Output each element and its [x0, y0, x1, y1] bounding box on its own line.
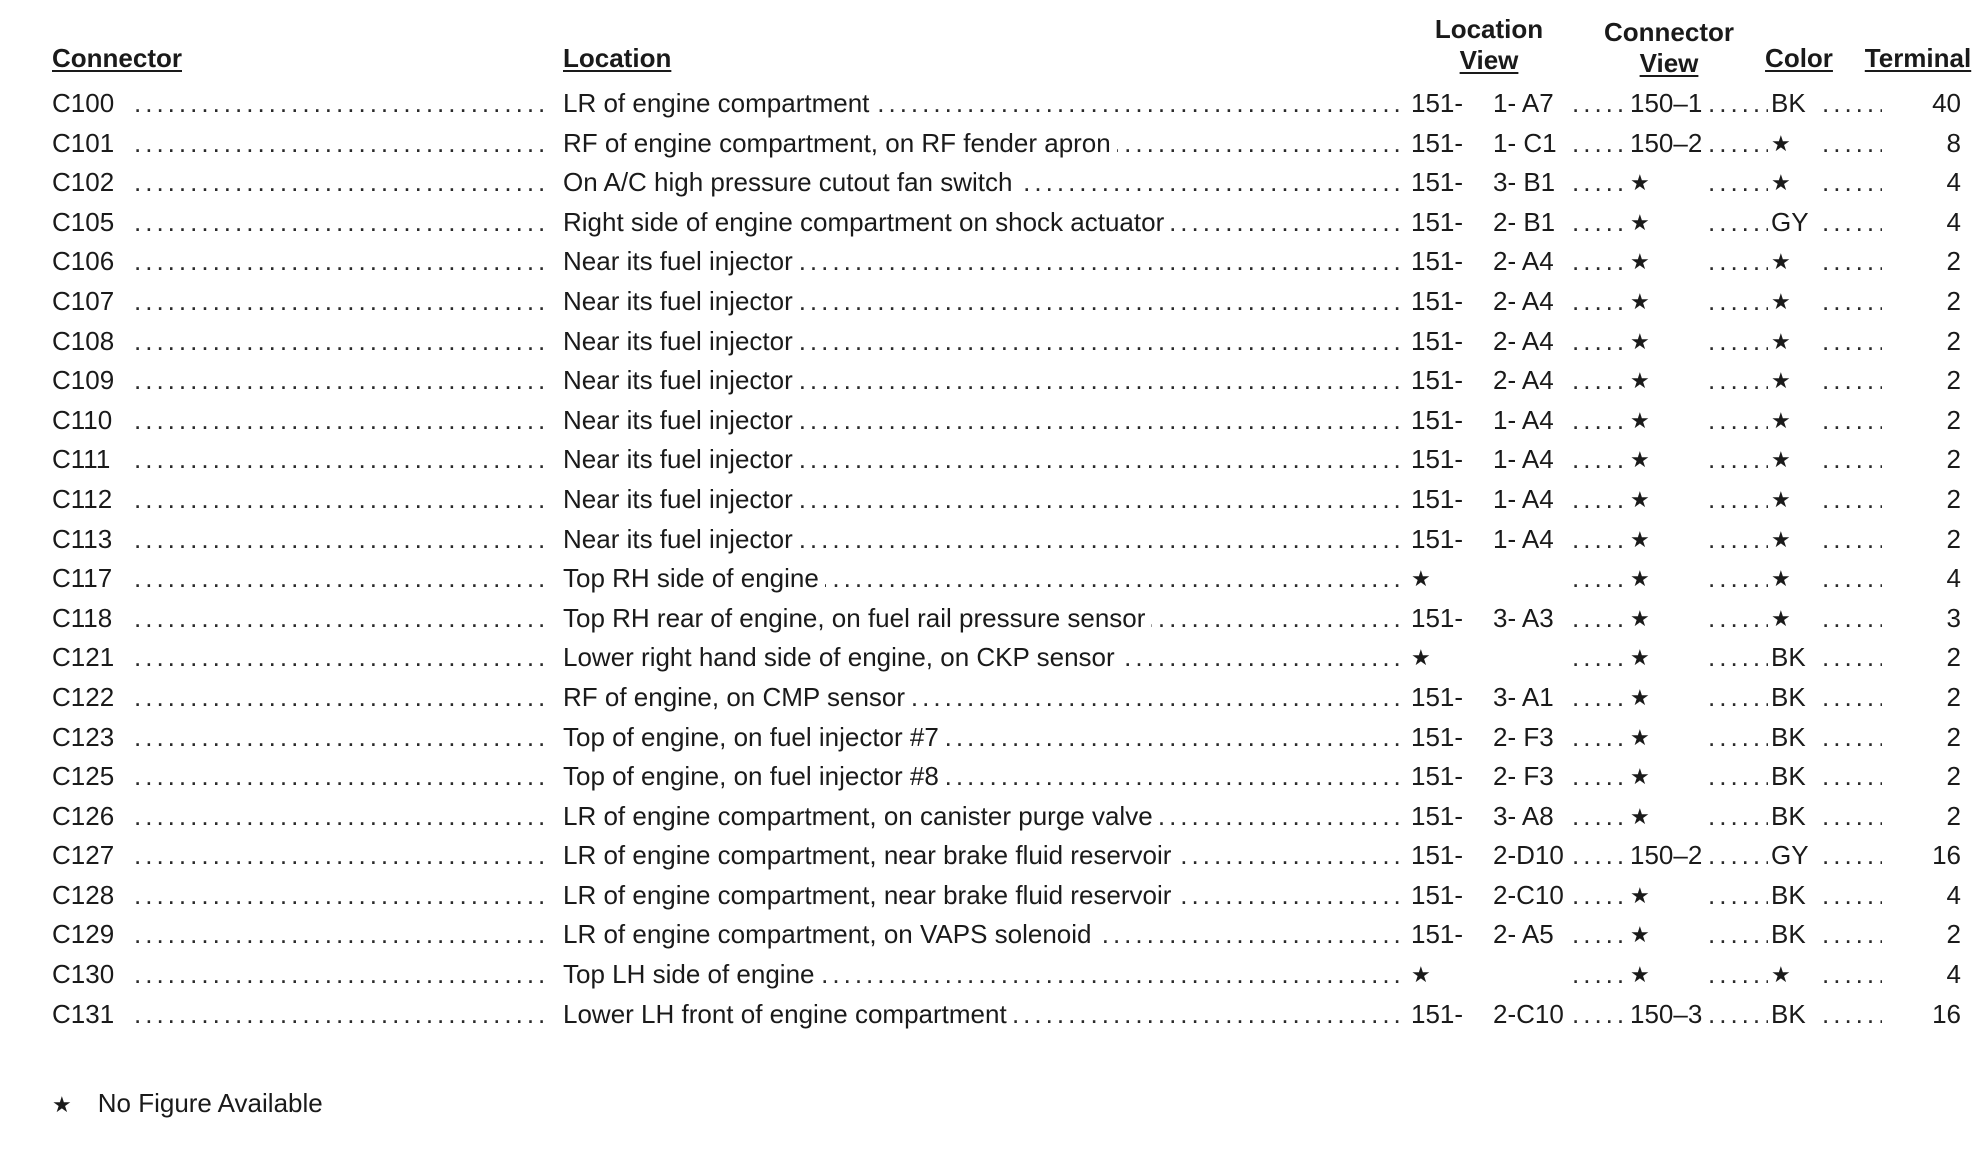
connector-id: C109 [52, 365, 115, 396]
leader-dots [1822, 955, 1882, 995]
location-view-grid: 1- A7 [1493, 88, 1554, 118]
connector-id: C126 [52, 800, 115, 831]
leader-dots [1708, 322, 1768, 362]
header-connector-view [1594, 17, 1744, 79]
leader-dots [1822, 163, 1882, 203]
header-terminal: Terminal [1864, 43, 1972, 73]
location-view-grid: 3- A8 [1493, 800, 1554, 831]
leader-dots [134, 480, 548, 520]
location-text: Top RH side of engine [563, 559, 825, 599]
leader-dots [1822, 401, 1882, 441]
leader-dots [1822, 361, 1882, 401]
wire-color: BK [1771, 919, 1806, 950]
leader-dots [1708, 995, 1768, 1035]
table-row [0, 322, 1988, 362]
leader-dots [1572, 203, 1622, 243]
wire-color: BK [1771, 721, 1806, 752]
leader-dots [1572, 361, 1622, 401]
leader-dots [1572, 163, 1622, 203]
table-row [0, 955, 1988, 995]
location-view-grid: 2- A5 [1493, 919, 1554, 950]
leader-dots [1822, 242, 1882, 282]
connector-view: ★ [1630, 288, 1650, 314]
connector-id: C110 [52, 404, 113, 435]
leader-dots [1822, 480, 1882, 520]
terminal-count: 2 [1946, 800, 1961, 831]
footnote-text: No Figure Available [97, 1088, 323, 1118]
connector-id: C128 [52, 879, 115, 910]
location-view-grid: 2- A4 [1493, 246, 1554, 277]
location-view-grid: 2- A4 [1493, 325, 1554, 356]
leader-dots [1822, 599, 1882, 639]
location-view-page: 151- [1411, 206, 1464, 237]
terminal-count: 16 [1932, 998, 1961, 1029]
table-row [0, 678, 1988, 718]
leader-dots [1572, 599, 1622, 639]
connector-view: ★ [1630, 368, 1650, 394]
leader-dots [1572, 757, 1622, 797]
terminal-count: 4 [1946, 879, 1961, 910]
leader-dots [134, 163, 548, 203]
leader-dots [1822, 520, 1882, 560]
connector-id: C131 [52, 998, 115, 1029]
location-view-page: 151- [1411, 998, 1464, 1029]
leader-dots [134, 559, 548, 599]
header-connector-view-line1: Connector [1604, 17, 1734, 47]
location-view-page: 151- [1411, 444, 1464, 475]
terminal-count: 16 [1932, 840, 1961, 871]
connector-view: ★ [1630, 962, 1650, 988]
connector-view: ★ [1630, 249, 1650, 275]
table-row [0, 124, 1988, 164]
leader-dots [1708, 638, 1768, 678]
connector-id: C108 [52, 325, 115, 356]
location-text: Near its fuel injector [563, 520, 799, 560]
location-text: RF of engine compartment, on RF fender apron [563, 124, 1117, 164]
leader-dots [1822, 797, 1882, 837]
terminal-count: 2 [1946, 523, 1961, 554]
terminal-count: 2 [1946, 404, 1961, 435]
location-view-grid: 1- A4 [1493, 444, 1554, 475]
connector-id: C113 [52, 523, 113, 554]
connector-table [0, 84, 1988, 1034]
location-text: LR of engine compartment [563, 84, 875, 124]
leader-dots [1822, 559, 1882, 599]
leader-dots [1572, 915, 1622, 955]
connector-id: C105 [52, 206, 115, 237]
location-view-page: 151- [1411, 602, 1464, 633]
connector-view: ★ [1630, 526, 1650, 552]
leader-dots [1572, 836, 1622, 876]
location-text: Top RH rear of engine, on fuel rail pressure sensor [563, 599, 1151, 639]
terminal-count: 2 [1946, 681, 1961, 712]
leader-dots [1822, 718, 1882, 758]
leader-dots [134, 440, 548, 480]
location-view-page: ★ [1411, 645, 1431, 671]
wire-color: ★ [1771, 447, 1791, 473]
location-view-grid: 2- F3 [1493, 761, 1554, 792]
leader-dots [1708, 836, 1768, 876]
location-view-page: 151- [1411, 761, 1464, 792]
table-row [0, 915, 1988, 955]
leader-dots [1822, 836, 1882, 876]
connector-view: 150–2 [1630, 840, 1703, 871]
location-view-page: 151- [1411, 919, 1464, 950]
connector-id: C125 [52, 761, 115, 792]
table-row [0, 559, 1988, 599]
leader-dots [1708, 480, 1768, 520]
table-row [0, 876, 1988, 916]
table-row [0, 480, 1988, 520]
header-location-view-line2: View [1459, 45, 1519, 75]
leader-dots [1708, 797, 1768, 837]
leader-dots [1708, 718, 1768, 758]
table-row [0, 242, 1988, 282]
terminal-count: 2 [1946, 761, 1961, 792]
location-view-page: 151- [1411, 483, 1464, 514]
wire-color: ★ [1771, 407, 1791, 433]
connector-id: C106 [52, 246, 115, 277]
table-row [0, 995, 1988, 1035]
leader-dots [1708, 520, 1768, 560]
wire-color: BK [1771, 879, 1806, 910]
leader-dots [134, 797, 548, 837]
location-text: LR of engine compartment, near brake fluid reservoir [563, 836, 1177, 876]
terminal-count: 2 [1946, 444, 1961, 475]
leader-dots [1708, 599, 1768, 639]
location-text: LR of engine compartment, on VAPS solenoid [563, 915, 1098, 955]
leader-dots [1822, 638, 1882, 678]
leader-dots [1822, 915, 1882, 955]
leader-dots [1572, 282, 1622, 322]
header-location: Location [563, 43, 672, 73]
location-view-grid: 3- A1 [1493, 681, 1554, 712]
connector-id: C118 [52, 602, 113, 633]
connector-id: C112 [52, 483, 113, 514]
leader-dots [1708, 124, 1768, 164]
table-row [0, 440, 1988, 480]
footnote [52, 1086, 323, 1122]
connector-view: ★ [1630, 684, 1650, 710]
terminal-count: 2 [1946, 325, 1961, 356]
location-view-grid: 3- A3 [1493, 602, 1554, 633]
connector-id: C100 [52, 88, 115, 118]
location-view-grid: 2-C10 [1493, 998, 1564, 1029]
connector-view: 150–2 [1630, 127, 1703, 158]
table-row [0, 836, 1988, 876]
location-view-grid: 1- A4 [1493, 404, 1554, 435]
connector-view: ★ [1630, 882, 1650, 908]
header-location-view [1418, 14, 1560, 76]
connector-id: C121 [52, 642, 115, 673]
location-view-grid: 2- F3 [1493, 721, 1554, 752]
location-view-page: ★ [1411, 566, 1431, 592]
leader-dots [1708, 361, 1768, 401]
connector-view: 150–1 [1630, 88, 1703, 118]
terminal-count: 2 [1946, 919, 1961, 950]
location-text: Near its fuel injector [563, 361, 799, 401]
leader-dots [134, 718, 548, 758]
table-row [0, 718, 1988, 758]
location-view-grid: 2-C10 [1493, 879, 1564, 910]
location-text: Near its fuel injector [563, 440, 799, 480]
connector-id: C117 [52, 563, 113, 594]
location-view-grid: 2-D10 [1493, 840, 1564, 871]
leader-dots [1572, 84, 1622, 124]
location-view-page: 151- [1411, 88, 1464, 118]
connector-id: C102 [52, 167, 115, 198]
connector-view: ★ [1630, 447, 1650, 473]
wire-color: ★ [1771, 130, 1791, 156]
location-view-page: 151- [1411, 681, 1464, 712]
leader-dots [1822, 876, 1882, 916]
table-row [0, 282, 1988, 322]
location-view-grid: 1- A4 [1493, 483, 1554, 514]
connector-id: C127 [52, 840, 115, 871]
leader-dots [134, 242, 548, 282]
leader-dots [134, 124, 548, 164]
table-row [0, 401, 1988, 441]
leader-dots [134, 876, 548, 916]
wire-color: BK [1771, 88, 1806, 118]
header-connector-view-line2: View [1639, 48, 1699, 78]
connector-id: C123 [52, 721, 115, 752]
leader-dots [134, 282, 548, 322]
table-row [0, 599, 1988, 639]
wire-color: BK [1771, 761, 1806, 792]
leader-dots [1822, 322, 1882, 362]
terminal-count: 40 [1932, 88, 1961, 118]
header-location-view-line1: Location [1434, 14, 1544, 44]
leader-dots [1572, 678, 1622, 718]
terminal-count: 3 [1946, 602, 1961, 633]
location-view-grid: 2- B1 [1493, 206, 1556, 237]
location-view-page: 151- [1411, 840, 1464, 871]
connector-view: ★ [1630, 724, 1650, 750]
location-text: Top of engine, on fuel injector #8 [563, 757, 945, 797]
leader-dots [1708, 678, 1768, 718]
terminal-count: 4 [1946, 563, 1961, 594]
location-text: Right side of engine compartment on shock actuator [563, 203, 1170, 243]
wire-color: ★ [1771, 605, 1791, 631]
connector-id: C129 [52, 919, 115, 950]
leader-dots [134, 757, 548, 797]
connector-view: ★ [1630, 803, 1650, 829]
wire-color: ★ [1771, 566, 1791, 592]
connector-view: ★ [1630, 922, 1650, 948]
header-color: Color [1765, 43, 1833, 73]
leader-dots [1572, 995, 1622, 1035]
leader-dots [1708, 203, 1768, 243]
location-view-page: ★ [1411, 962, 1431, 988]
leader-dots [1708, 163, 1768, 203]
leader-dots [134, 836, 548, 876]
location-view-page: 151- [1411, 246, 1464, 277]
location-view-grid: 1- A4 [1493, 523, 1554, 554]
location-text: Near its fuel injector [563, 282, 799, 322]
leader-dots [1708, 84, 1768, 124]
leader-dots [1822, 678, 1882, 718]
table-row [0, 163, 1988, 203]
leader-dots [1708, 876, 1768, 916]
location-view-grid: 2- A4 [1493, 365, 1554, 396]
terminal-count: 2 [1946, 246, 1961, 277]
location-view-page: 151- [1411, 404, 1464, 435]
wire-color: BK [1771, 642, 1806, 673]
leader-dots [1822, 84, 1882, 124]
terminal-count: 8 [1946, 127, 1961, 158]
leader-dots [1572, 242, 1622, 282]
leader-dots [134, 955, 548, 995]
location-text: Top LH side of engine [563, 955, 821, 995]
leader-dots [1708, 401, 1768, 441]
leader-dots [1708, 955, 1768, 995]
leader-dots [1572, 480, 1622, 520]
leader-dots [1822, 203, 1882, 243]
leader-dots [134, 520, 548, 560]
location-text: Lower LH front of engine compartment [563, 995, 1013, 1035]
location-view-grid: 3- B1 [1493, 167, 1556, 198]
table-row [0, 84, 1988, 124]
leader-dots [134, 678, 548, 718]
connector-view: ★ [1630, 407, 1650, 433]
leader-dots [1708, 559, 1768, 599]
location-view-page: 151- [1411, 325, 1464, 356]
location-text: Near its fuel injector [563, 401, 799, 441]
leader-dots [1572, 124, 1622, 164]
leader-dots [1572, 520, 1622, 560]
leader-dots [1708, 282, 1768, 322]
terminal-count: 2 [1946, 721, 1961, 752]
leader-dots [1708, 757, 1768, 797]
location-view-grid: 2- A4 [1493, 285, 1554, 316]
terminal-count: 4 [1946, 959, 1961, 990]
location-text: Top of engine, on fuel injector #7 [563, 718, 945, 758]
terminal-count: 4 [1946, 206, 1961, 237]
connector-view: ★ [1630, 764, 1650, 790]
connector-view: ★ [1630, 566, 1650, 592]
location-view-page: 151- [1411, 523, 1464, 554]
location-view-page: 151- [1411, 365, 1464, 396]
wire-color: BK [1771, 800, 1806, 831]
leader-dots [1822, 124, 1882, 164]
wire-color: BK [1771, 998, 1806, 1029]
wire-color: ★ [1771, 962, 1791, 988]
table-row [0, 520, 1988, 560]
location-view-page: 151- [1411, 800, 1464, 831]
leader-dots [134, 915, 548, 955]
leader-dots [1822, 282, 1882, 322]
leader-dots [1572, 401, 1622, 441]
connector-id: C107 [52, 285, 115, 316]
location-text: On A/C high pressure cutout fan switch [563, 163, 1018, 203]
leader-dots [1572, 638, 1622, 678]
leader-dots [134, 401, 548, 441]
terminal-count: 2 [1946, 642, 1961, 673]
leader-dots [1708, 440, 1768, 480]
header-connector: Connector [52, 43, 182, 73]
location-view-page: 151- [1411, 879, 1464, 910]
leader-dots [1572, 876, 1622, 916]
leader-dots [134, 203, 548, 243]
leader-dots [1708, 242, 1768, 282]
leader-dots [1822, 757, 1882, 797]
wire-color: ★ [1771, 249, 1791, 275]
table-row [0, 361, 1988, 401]
location-text: LR of engine compartment, on canister purge valve [563, 797, 1159, 837]
star-icon: ★ [52, 1092, 72, 1117]
leader-dots [1572, 718, 1622, 758]
table-row [0, 757, 1988, 797]
connector-view: 150–3 [1630, 998, 1703, 1029]
leader-dots [134, 995, 548, 1035]
location-view-grid: 1- C1 [1493, 127, 1557, 158]
location-text: Lower right hand side of engine, on CKP sensor [563, 638, 1121, 678]
leader-dots [134, 84, 548, 124]
leader-dots [134, 322, 548, 362]
connector-view: ★ [1630, 170, 1650, 196]
location-view-page: 151- [1411, 127, 1464, 158]
wire-color: ★ [1771, 526, 1791, 552]
location-view-page: 151- [1411, 285, 1464, 316]
leader-dots [134, 638, 548, 678]
connector-id: C122 [52, 681, 115, 712]
leader-dots [1822, 440, 1882, 480]
leader-dots [1572, 322, 1622, 362]
wire-color: ★ [1771, 170, 1791, 196]
location-text: Near its fuel injector [563, 242, 799, 282]
connector-view: ★ [1630, 486, 1650, 512]
connector-id: C130 [52, 959, 115, 990]
wire-color: ★ [1771, 288, 1791, 314]
wire-color: GY [1771, 206, 1809, 237]
location-text: RF of engine, on CMP sensor [563, 678, 911, 718]
table-row [0, 638, 1988, 678]
leader-dots [1822, 995, 1882, 1035]
terminal-count: 2 [1946, 483, 1961, 514]
leader-dots [134, 361, 548, 401]
terminal-count: 2 [1946, 285, 1961, 316]
location-view-page: 151- [1411, 721, 1464, 752]
wire-color: BK [1771, 681, 1806, 712]
connector-view: ★ [1630, 645, 1650, 671]
connector-view: ★ [1630, 328, 1650, 354]
leader-dots [1572, 559, 1622, 599]
wire-color: ★ [1771, 486, 1791, 512]
location-view-page: 151- [1411, 167, 1464, 198]
location-text: Near its fuel injector [563, 322, 799, 362]
connector-view: ★ [1630, 605, 1650, 631]
wire-color: GY [1771, 840, 1809, 871]
leader-dots [1572, 955, 1622, 995]
terminal-count: 4 [1946, 167, 1961, 198]
location-text: LR of engine compartment, near brake fluid reservoir [563, 876, 1177, 916]
leader-dots [1708, 915, 1768, 955]
location-text: Near its fuel injector [563, 480, 799, 520]
table-row [0, 203, 1988, 243]
connector-view: ★ [1630, 209, 1650, 235]
table-row [0, 797, 1988, 837]
wire-color: ★ [1771, 368, 1791, 394]
connector-id: C111 [52, 444, 111, 475]
terminal-count: 2 [1946, 365, 1961, 396]
connector-id: C101 [52, 127, 115, 158]
leader-dots [134, 599, 548, 639]
wire-color: ★ [1771, 328, 1791, 354]
leader-dots [1572, 440, 1622, 480]
leader-dots [1572, 797, 1622, 837]
